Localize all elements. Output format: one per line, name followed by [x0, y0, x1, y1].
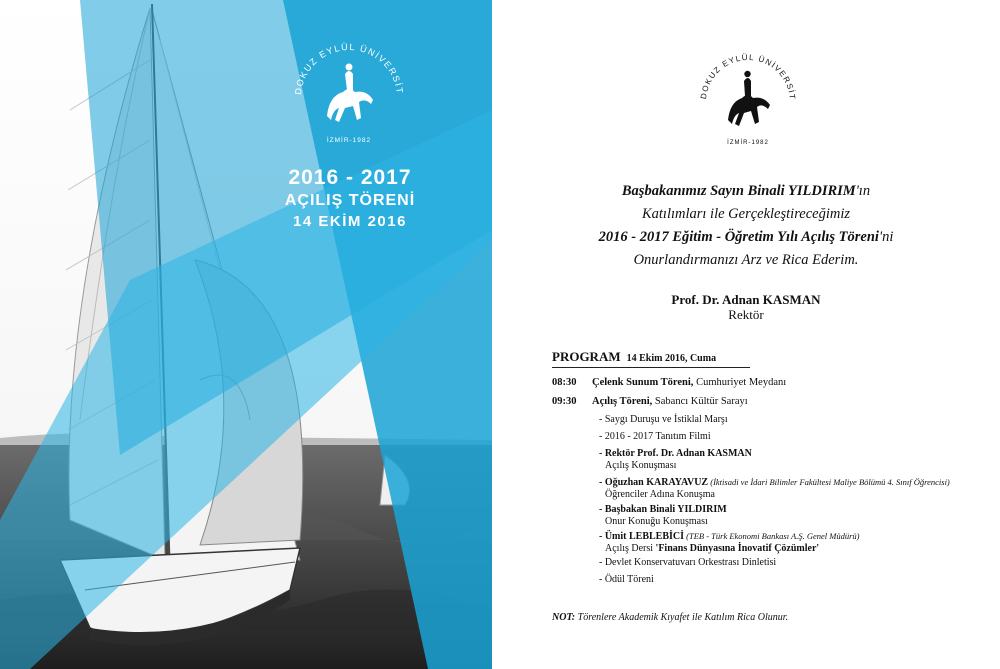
program-item: - Devlet Konservatuvarı Orkestrası Dinletisi — [599, 557, 777, 568]
program-item: - Rektör Prof. Dr. Adnan KASMAN Açılış Konuşması — [599, 448, 752, 471]
horse-rider-logo-icon — [694, 44, 802, 154]
invitation-line-1: Başbakanımız Sayın Binali YILDIRIM'ın — [621, 183, 871, 199]
program-item: - Başbakan Binali YILDIRIM Onur Konuğu Konuşması — [599, 504, 727, 527]
cover-panel — [0, 0, 492, 669]
note: NOT: Törenlere Akademik Kıyafet ile Katılım Rica Olunur. — [552, 612, 789, 623]
svg-text:DOKUZ EYLÜL ÜNİVERSİTESİ: DOKUZ EYLÜL ÜNİVERSİT — [293, 41, 405, 96]
event-row: Açılış Töreni, Sabancı Kültür Sarayı — [592, 396, 748, 407]
program-item: - 2016 - 2017 Tanıtım Filmi — [599, 431, 711, 442]
event-row: Çelenk Sunum Töreni, Cumhuriyet Meydanı — [592, 377, 787, 388]
cover-date: 14 EKİM 2016 — [293, 213, 407, 230]
event-time: 08:30 — [552, 377, 577, 388]
program-item: - Saygı Duruşu ve İstiklal Marşı — [599, 414, 728, 425]
university-logo-cover — [287, 34, 411, 157]
cover-title: AÇILIŞ TÖRENİ — [284, 192, 416, 209]
invitation-panel — [492, 0, 1000, 669]
sailboat-photo — [0, 0, 492, 669]
cover-years: 2016 - 2017 — [288, 166, 412, 189]
svg-text:DOKUZ EYLÜL ÜNİVERSİTESİ: DOKUZ EYLÜL ÜNİVERSİT — [699, 52, 798, 101]
university-logo — [694, 44, 802, 159]
program-item: - Oğuzhan KARAYAVUZ (İktisadi ve İdari Bilimler Fakültesi Maliye Bölümü 4. Sınıf Öğrencisi) Öğrenciler Adına Konuşma — [599, 477, 950, 500]
invitation-line-2: Katılımları ile Gerçekleştireceğimiz — [641, 206, 851, 222]
svg-text:İZMİR-1982: İZMİR-1982 — [727, 140, 769, 146]
horse-rider-logo-icon — [287, 34, 411, 152]
program-item: - Ödül Töreni — [599, 574, 654, 585]
program-heading: PROGRAM 14 Ekim 2016, Cuma — [552, 349, 750, 368]
signature-title: Rektör — [728, 307, 764, 322]
event-time: 09:30 — [552, 396, 577, 407]
program-item: - Ümit LEBLEBİCİ (TEB - Türk Ekonomi Bankası A.Ş. Genel Müdürü) Açılış Dersi 'Finans Dünyasına İnovatif Çözümler' — [599, 531, 860, 554]
signature-name: Prof. Dr. Adnan KASMAN — [671, 292, 821, 307]
invitation-line-4: Onurlandırmanızı Arz ve Rica Ederim. — [633, 252, 859, 268]
svg-text:İZMİR-1982: İZMİR-1982 — [326, 137, 372, 144]
invitation-line-3: 2016 - 2017 Eğitim - Öğretim Yılı Açılış Töreni'ni — [598, 229, 894, 245]
